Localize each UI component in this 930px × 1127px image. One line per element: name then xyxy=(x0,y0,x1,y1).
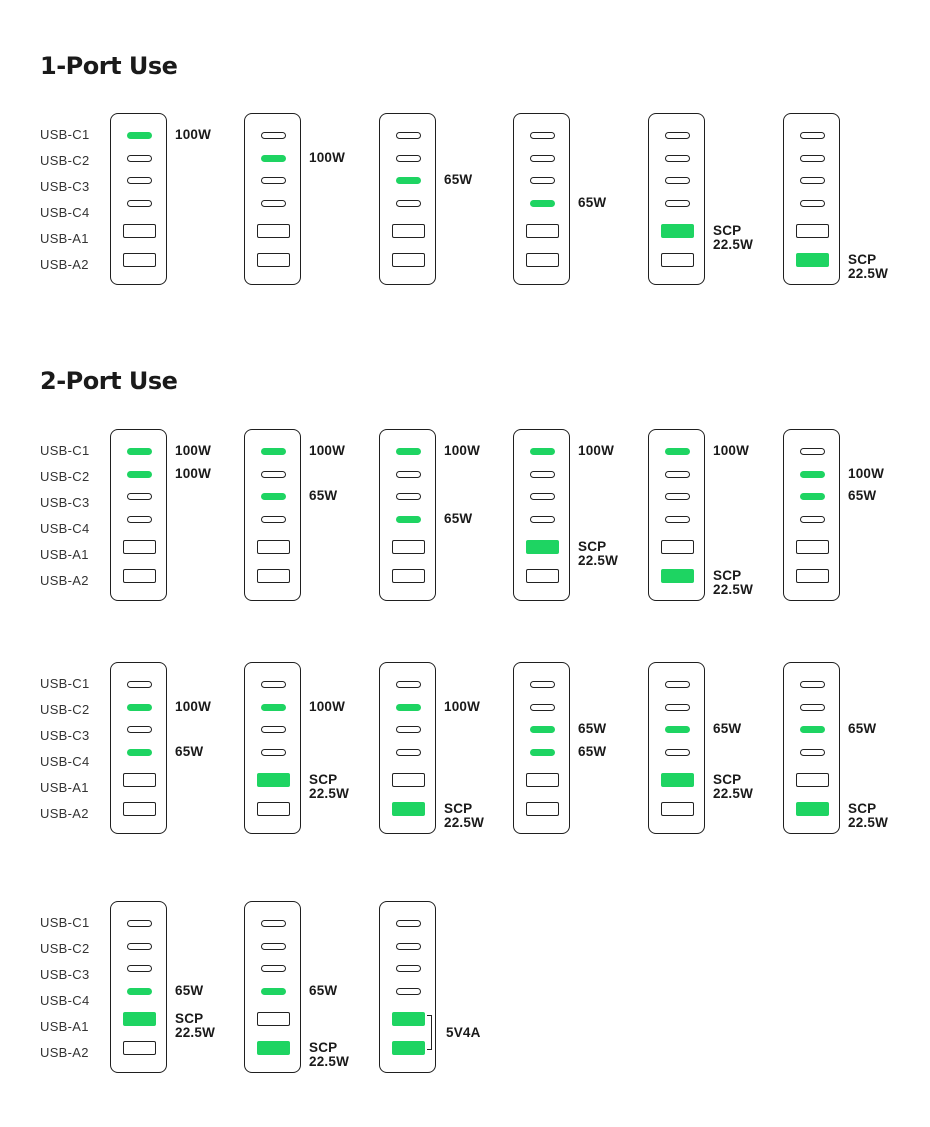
usb-a-port-a2 xyxy=(123,802,156,816)
usb-a-port-a2 xyxy=(526,253,559,267)
usb-c-port-c3 xyxy=(800,493,825,500)
usb-c-port-c1 xyxy=(261,681,286,688)
usb-c-port-c2 xyxy=(800,704,825,711)
port-name-usb-a2: USB-A2 xyxy=(40,573,89,588)
port-name-usb-c3: USB-C3 xyxy=(40,967,90,982)
power-output-label: 65W xyxy=(309,983,338,998)
usb-a-port-a1 xyxy=(796,540,829,554)
power-output-label: 65W xyxy=(175,744,204,759)
usb-c-port-c2 xyxy=(396,943,421,950)
usb-c-port-c3 xyxy=(261,726,286,733)
usb-a-port-a2 xyxy=(392,253,425,267)
usb-c-port-c2 xyxy=(665,704,690,711)
port-name-usb-a2: USB-A2 xyxy=(40,257,89,272)
power-output-label: SCP 22.5W xyxy=(713,772,754,801)
usb-c-port-c1 xyxy=(665,132,690,139)
port-name-usb-c1: USB-C1 xyxy=(40,443,90,458)
usb-a-port-a1 xyxy=(257,1012,290,1026)
usb-c-port-c1 xyxy=(127,920,152,927)
usb-a-port-a2 xyxy=(392,1041,425,1055)
charger-device xyxy=(379,113,436,285)
usb-a-port-a2 xyxy=(796,802,829,816)
power-output-label: SCP 22.5W xyxy=(848,801,889,830)
usb-c-port-c1 xyxy=(800,448,825,455)
usb-c-port-c2 xyxy=(665,155,690,162)
usb-a-port-a1 xyxy=(526,224,559,238)
usb-a-port-a2 xyxy=(123,569,156,583)
usb-c-port-c2 xyxy=(261,471,286,478)
port-name-usb-c4: USB-C4 xyxy=(40,754,90,769)
charger-device xyxy=(244,429,301,601)
usb-a-port-a1 xyxy=(796,224,829,238)
usb-a-port-a1 xyxy=(123,1012,156,1026)
usb-a-port-a2 xyxy=(257,253,290,267)
power-output-label: 65W xyxy=(578,195,607,210)
power-output-label: 100W xyxy=(309,443,346,458)
usb-c-port-c3 xyxy=(396,726,421,733)
usb-c-port-c1 xyxy=(127,681,152,688)
usb-c-port-c4 xyxy=(396,988,421,995)
port-name-usb-a1: USB-A1 xyxy=(40,780,89,795)
charger-device xyxy=(648,662,705,834)
usb-a-port-a1 xyxy=(123,540,156,554)
usb-a-port-a1 xyxy=(123,224,156,238)
usb-a-port-a1 xyxy=(661,773,694,787)
port-name-usb-c3: USB-C3 xyxy=(40,179,90,194)
usb-c-port-c3 xyxy=(800,177,825,184)
power-output-label: 65W xyxy=(309,488,338,503)
power-output-label: 100W xyxy=(309,150,346,165)
usb-c-port-c4 xyxy=(127,516,152,523)
power-output-label: 100W xyxy=(309,699,346,714)
power-output-label: SCP 22.5W xyxy=(444,801,485,830)
usb-c-port-c2 xyxy=(396,471,421,478)
usb-c-port-c1 xyxy=(396,920,421,927)
port-name-usb-a2: USB-A2 xyxy=(40,806,89,821)
power-output-label: SCP 22.5W xyxy=(309,1040,350,1069)
usb-c-port-c1 xyxy=(665,681,690,688)
power-output-label: 100W xyxy=(578,443,615,458)
power-output-label: 65W xyxy=(578,721,607,736)
port-name-usb-c3: USB-C3 xyxy=(40,728,90,743)
usb-c-port-c2 xyxy=(800,471,825,478)
power-output-label: 65W xyxy=(175,983,204,998)
usb-a-port-a1 xyxy=(392,540,425,554)
usb-c-port-c3 xyxy=(665,726,690,733)
usb-c-port-c1 xyxy=(127,132,152,139)
charger-device xyxy=(783,113,840,285)
port-name-usb-c2: USB-C2 xyxy=(40,941,90,956)
usb-c-port-c2 xyxy=(127,704,152,711)
power-output-label: 65W xyxy=(848,488,877,503)
usb-c-port-c4 xyxy=(396,516,421,523)
usb-c-port-c1 xyxy=(261,132,286,139)
usb-a-port-a1 xyxy=(796,773,829,787)
charger-device xyxy=(244,901,301,1073)
usb-c-port-c1 xyxy=(665,448,690,455)
usb-c-port-c2 xyxy=(530,155,555,162)
power-output-label: 5V4A xyxy=(446,1024,481,1040)
charger-device xyxy=(379,662,436,834)
usb-c-port-c3 xyxy=(396,177,421,184)
usb-c-port-c3 xyxy=(261,965,286,972)
power-output-label: 65W xyxy=(848,721,877,736)
usb-a-port-a1 xyxy=(392,773,425,787)
charger-device xyxy=(513,662,570,834)
usb-c-port-c1 xyxy=(396,681,421,688)
charger-device xyxy=(648,429,705,601)
usb-a-port-a1 xyxy=(526,540,559,554)
port-name-usb-c1: USB-C1 xyxy=(40,127,90,142)
power-output-label: 100W xyxy=(713,443,750,458)
charger-device xyxy=(783,429,840,601)
port-name-usb-a2: USB-A2 xyxy=(40,1045,89,1060)
port-name-usb-a1: USB-A1 xyxy=(40,231,89,246)
usb-c-port-c2 xyxy=(396,704,421,711)
usb-c-port-c1 xyxy=(396,132,421,139)
usb-c-port-c3 xyxy=(530,493,555,500)
usb-c-port-c1 xyxy=(530,681,555,688)
port-name-usb-c4: USB-C4 xyxy=(40,205,90,220)
usb-c-port-c3 xyxy=(261,177,286,184)
usb-c-port-c3 xyxy=(127,493,152,500)
port-name-usb-c2: USB-C2 xyxy=(40,153,90,168)
usb-c-port-c4 xyxy=(127,200,152,207)
usb-c-port-c3 xyxy=(530,726,555,733)
usb-c-port-c4 xyxy=(530,749,555,756)
charger-device xyxy=(379,429,436,601)
usb-c-port-c2 xyxy=(127,155,152,162)
power-output-label: SCP 22.5W xyxy=(578,539,619,568)
charger-device xyxy=(513,113,570,285)
usb-c-port-c3 xyxy=(127,965,152,972)
usb-a-port-a2 xyxy=(123,1041,156,1055)
bracket-icon xyxy=(427,1015,432,1050)
usb-c-port-c1 xyxy=(396,448,421,455)
power-output-label: 65W xyxy=(444,172,473,187)
usb-a-port-a2 xyxy=(257,802,290,816)
power-output-label: 100W xyxy=(444,443,481,458)
usb-a-port-a2 xyxy=(796,569,829,583)
usb-a-port-a1 xyxy=(123,773,156,787)
power-output-label: 100W xyxy=(848,466,885,481)
port-name-usb-c2: USB-C2 xyxy=(40,469,90,484)
power-output-label: 100W xyxy=(444,699,481,714)
usb-a-port-a1 xyxy=(661,540,694,554)
usb-c-port-c4 xyxy=(127,988,152,995)
usb-c-port-c4 xyxy=(800,749,825,756)
port-name-usb-c4: USB-C4 xyxy=(40,993,90,1008)
usb-a-port-a2 xyxy=(392,569,425,583)
port-name-usb-c1: USB-C1 xyxy=(40,676,90,691)
usb-a-port-a2 xyxy=(123,253,156,267)
usb-c-port-c4 xyxy=(127,749,152,756)
usb-a-port-a2 xyxy=(661,569,694,583)
usb-a-port-a2 xyxy=(526,802,559,816)
usb-c-port-c4 xyxy=(261,749,286,756)
port-name-usb-c1: USB-C1 xyxy=(40,915,90,930)
usb-c-port-c3 xyxy=(396,493,421,500)
usb-a-port-a2 xyxy=(257,1041,290,1055)
usb-c-port-c2 xyxy=(665,471,690,478)
usb-c-port-c1 xyxy=(800,681,825,688)
usb-a-port-a2 xyxy=(661,802,694,816)
usb-c-port-c1 xyxy=(261,448,286,455)
usb-c-port-c4 xyxy=(261,200,286,207)
usb-a-port-a2 xyxy=(392,802,425,816)
port-name-usb-a1: USB-A1 xyxy=(40,547,89,562)
usb-c-port-c3 xyxy=(127,177,152,184)
port-name-usb-c3: USB-C3 xyxy=(40,495,90,510)
power-output-label: SCP 22.5W xyxy=(175,1011,216,1040)
charger-device xyxy=(110,429,167,601)
usb-a-port-a1 xyxy=(526,773,559,787)
usb-a-port-a2 xyxy=(661,253,694,267)
usb-c-port-c1 xyxy=(530,132,555,139)
usb-c-port-c1 xyxy=(261,920,286,927)
usb-c-port-c4 xyxy=(800,200,825,207)
power-output-label: SCP 22.5W xyxy=(309,772,350,801)
usb-c-port-c4 xyxy=(530,516,555,523)
usb-a-port-a1 xyxy=(392,224,425,238)
charger-device xyxy=(110,662,167,834)
usb-c-port-c4 xyxy=(261,988,286,995)
usb-c-port-c2 xyxy=(530,471,555,478)
usb-c-port-c4 xyxy=(665,516,690,523)
power-output-label: 100W xyxy=(175,699,212,714)
usb-c-port-c1 xyxy=(127,448,152,455)
charger-device xyxy=(110,901,167,1073)
charger-device xyxy=(244,113,301,285)
usb-c-port-c3 xyxy=(530,177,555,184)
usb-c-port-c4 xyxy=(396,749,421,756)
power-output-label: 100W xyxy=(175,127,212,142)
power-output-label: SCP 22.5W xyxy=(713,568,754,597)
usb-c-port-c2 xyxy=(261,155,286,162)
usb-c-port-c4 xyxy=(396,200,421,207)
usb-c-port-c2 xyxy=(127,943,152,950)
charger-device xyxy=(244,662,301,834)
section-title-1-port: 1-Port Use xyxy=(40,52,178,80)
usb-a-port-a1 xyxy=(661,224,694,238)
usb-a-port-a1 xyxy=(257,540,290,554)
usb-c-port-c1 xyxy=(530,448,555,455)
usb-c-port-c3 xyxy=(800,726,825,733)
port-name-usb-c4: USB-C4 xyxy=(40,521,90,536)
power-output-label: SCP 22.5W xyxy=(713,223,754,252)
power-output-label: 65W xyxy=(578,744,607,759)
usb-a-port-a1 xyxy=(257,224,290,238)
usb-a-port-a1 xyxy=(392,1012,425,1026)
usb-a-port-a2 xyxy=(526,569,559,583)
usb-c-port-c4 xyxy=(665,200,690,207)
power-output-label: 65W xyxy=(444,511,473,526)
usb-c-port-c2 xyxy=(530,704,555,711)
usb-c-port-c1 xyxy=(800,132,825,139)
power-output-label: SCP 22.5W xyxy=(848,252,889,281)
power-output-label: 100W xyxy=(175,443,212,458)
charger-device xyxy=(783,662,840,834)
usb-a-port-a2 xyxy=(257,569,290,583)
usb-c-port-c4 xyxy=(530,200,555,207)
power-output-label: 65W xyxy=(713,721,742,736)
usb-a-port-a2 xyxy=(796,253,829,267)
usb-c-port-c2 xyxy=(261,704,286,711)
charger-device xyxy=(513,429,570,601)
usb-c-port-c3 xyxy=(261,493,286,500)
usb-c-port-c3 xyxy=(665,493,690,500)
usb-c-port-c4 xyxy=(261,516,286,523)
charger-device xyxy=(110,113,167,285)
port-name-usb-a1: USB-A1 xyxy=(40,1019,89,1034)
usb-c-port-c4 xyxy=(665,749,690,756)
usb-c-port-c3 xyxy=(665,177,690,184)
usb-c-port-c2 xyxy=(396,155,421,162)
charger-device xyxy=(648,113,705,285)
usb-c-port-c2 xyxy=(261,943,286,950)
port-name-usb-c2: USB-C2 xyxy=(40,702,90,717)
power-output-label: 100W xyxy=(175,466,212,481)
usb-c-port-c3 xyxy=(396,965,421,972)
usb-c-port-c3 xyxy=(127,726,152,733)
section-title-2-port: 2-Port Use xyxy=(40,367,178,395)
usb-c-port-c4 xyxy=(800,516,825,523)
usb-c-port-c2 xyxy=(127,471,152,478)
usb-a-port-a1 xyxy=(257,773,290,787)
usb-c-port-c2 xyxy=(800,155,825,162)
